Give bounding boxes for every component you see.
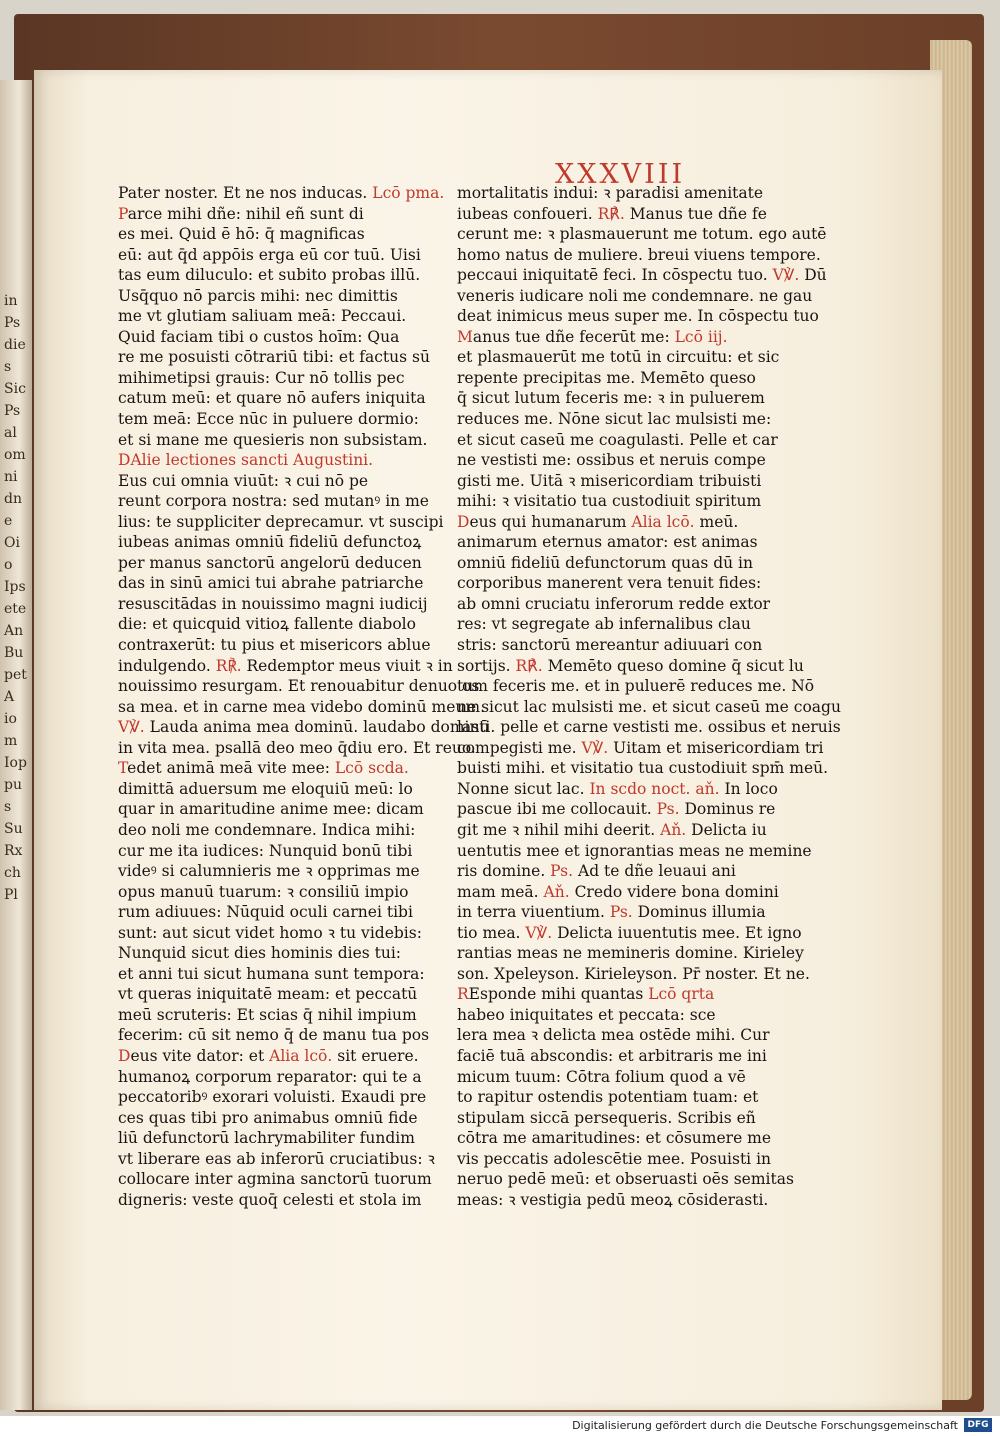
text-segment: contraxerūt: tu pius et misericors ablue xyxy=(118,636,431,655)
text-segment: ris domine. xyxy=(457,862,551,881)
text-segment: Dominus re xyxy=(679,800,776,819)
text-segment: q̄ sicut lutum feceris me: ꝛ in puluerem xyxy=(457,389,765,408)
text-segment: Delicta iu xyxy=(686,820,767,839)
text-line xyxy=(118,1128,433,1149)
text-line xyxy=(118,923,433,944)
text-segment: to rapitur ostendis potentiam tuam: et xyxy=(457,1088,759,1107)
text-segment: mortalitatis indui: ꝛ paradisi amenitate xyxy=(457,184,764,202)
left-page-fragment: A xyxy=(4,689,15,705)
text-segment: Credo videre bona domini xyxy=(569,882,779,901)
text-segment: deo noli me condemnare. Indica mihi: xyxy=(118,820,416,839)
text-segment: vt queras iniquitatē meam: et peccatū xyxy=(118,985,418,1004)
text-line xyxy=(118,573,433,594)
text-segment: me vt glutiam saliuam meā: Peccaui. xyxy=(118,307,407,326)
text-segment: pascue ibi me collocauit. xyxy=(457,800,657,819)
text-segment: res: vt segregate ab infernalibus clau xyxy=(457,615,751,634)
rubric-text: Lcō pma. xyxy=(372,184,445,202)
text-segment: ne sicut lac mulsisti me. et sicut caseū me coagu xyxy=(457,697,841,716)
text-line xyxy=(457,923,802,944)
text-line xyxy=(118,984,433,1005)
text-segment: gisti me. Uitā ꝛ misericordiam tribuisti xyxy=(457,471,762,490)
text-segment: cur me ita iudices: Nunquid bonū tibi xyxy=(118,841,413,860)
text-line xyxy=(457,347,780,368)
text-line xyxy=(457,984,772,1005)
rubric-text: R℟. xyxy=(215,656,242,675)
text-segment: resuscitādas in nouissimo magni iudicij xyxy=(118,594,428,613)
text-line xyxy=(457,265,827,286)
rubric-text: V℣. xyxy=(525,923,553,942)
text-segment: repente precipitas me. Memēto queso xyxy=(457,368,756,387)
text-line xyxy=(118,697,486,718)
text-segment: cerunt me: ꝛ plasmauerunt me totum. ego autē xyxy=(457,225,827,244)
text-segment: iubeas confoueri. xyxy=(457,204,598,223)
text-segment: das in sinū amici tui abrahe patriarche xyxy=(118,574,424,593)
text-segment: stipulam siccā persequeris. Scribis eñ xyxy=(457,1108,756,1127)
left-page-fragment: pet xyxy=(4,667,27,683)
left-page-fragment: Rx xyxy=(4,843,23,859)
text-segment: catum meū: et quare nō aufers iniquita xyxy=(118,389,426,408)
text-line xyxy=(118,388,433,409)
text-line xyxy=(118,614,433,635)
text-line xyxy=(457,1108,772,1129)
rubric-text: In scdo noct. aň. xyxy=(589,779,720,798)
text-segment: deat inimicus meus super me. In cōspectu tuo xyxy=(457,307,819,326)
text-segment: Delicta iuuentutis mee. Et igno xyxy=(552,923,802,942)
left-page-fragment: Psal xyxy=(4,403,21,441)
rubric-text: T xyxy=(118,759,128,778)
text-segment: mam meā. xyxy=(457,882,544,901)
text-line xyxy=(118,347,433,368)
text-segment: eus qui humanarum xyxy=(469,512,632,531)
text-segment: arce mihi dñe: nihil eñ sunt di xyxy=(127,204,364,223)
text-column-right xyxy=(457,183,841,1210)
folio-number: XXXVIII xyxy=(555,159,686,190)
text-segment: Pater noster. Et ne nos inducas. xyxy=(118,184,373,202)
rubric-text: Alia lcō. xyxy=(631,512,695,531)
text-segment: sunt: aut sicut videt homo ꝛ tu videbis: xyxy=(118,923,422,942)
text-segment: in vita mea. psallā deo meo q̄diu ero. Et reuo. xyxy=(118,738,476,757)
text-segment: ne vestisti me: ossibus et neruis compe xyxy=(457,451,766,470)
text-segment: Dominus illumia xyxy=(632,903,766,922)
text-line xyxy=(457,1005,772,1026)
text-segment: son. Xpeleyson. Kirieleyson. Pr̄ noster. Et ne. xyxy=(457,964,810,983)
text-line xyxy=(457,738,824,759)
text-line xyxy=(457,820,772,841)
text-line xyxy=(118,841,433,862)
text-segment: veneris iudicare noli me condemnare. ne gau xyxy=(457,286,813,305)
text-segment: mihimetipsi grauis: Cur nō tollis pec xyxy=(118,368,405,387)
text-line xyxy=(457,553,772,574)
text-line xyxy=(118,1108,433,1129)
text-line xyxy=(118,1149,433,1170)
text-segment: meū. xyxy=(694,512,739,531)
left-page-fragments xyxy=(4,290,28,1190)
text-segment: homo natus de muliere. breui viuens tempore. xyxy=(457,245,821,264)
rubric-text: D xyxy=(118,1046,131,1065)
text-line xyxy=(457,286,813,307)
text-line xyxy=(457,471,772,492)
text-segment: reunt corpora nostra: sed mutanꝰ in me xyxy=(118,492,429,511)
text-segment: habeo iniquitates et peccata: sce xyxy=(457,1005,716,1024)
text-segment: indulgendo. xyxy=(118,656,216,675)
rubric-text: R℟. xyxy=(597,204,625,223)
text-line xyxy=(457,388,772,409)
text-line xyxy=(118,1169,433,1190)
text-segment: et sicut caseū me coagulasti. Pelle et car xyxy=(457,430,778,449)
text-line xyxy=(118,265,433,286)
text-segment: et si mane me quesieris non subsistam. xyxy=(118,430,428,449)
text-segment: lius: te suppliciter deprecamur. vt suscipi xyxy=(118,512,444,531)
text-line xyxy=(457,204,772,225)
text-segment: per manus sanctorū angelorū deducen xyxy=(118,553,422,572)
text-segment: collocare inter agmina sanctorū tuorum xyxy=(118,1170,432,1189)
text-line xyxy=(457,882,779,903)
text-line xyxy=(118,368,433,389)
rubric-text: V℣. xyxy=(581,738,609,757)
text-line xyxy=(118,245,433,266)
text-line xyxy=(118,656,453,677)
text-line xyxy=(457,1087,772,1108)
text-segment: omniū fideliū defunctorum quas dū in xyxy=(457,553,753,572)
text-segment: lera mea ꝛ delicta mea ostēde mihi. Cur xyxy=(457,1026,770,1045)
rubric-text: V℣. xyxy=(772,266,800,285)
text-segment: uentutis mee et ignorantias meas ne memine xyxy=(457,841,812,860)
text-line xyxy=(118,820,433,841)
text-segment: Memēto queso domine q̄ sicut lu xyxy=(542,656,804,675)
text-line xyxy=(457,1067,772,1088)
text-segment: anus tue dñe fecerūt me: xyxy=(472,327,675,346)
text-line xyxy=(118,1067,433,1088)
dfg-logo-icon: DFG xyxy=(964,1418,992,1432)
rubric-text: Alia lcō. xyxy=(269,1046,333,1065)
text-segment: Quid faciam tibi o custos hoīm: Qua xyxy=(118,327,400,346)
text-line xyxy=(457,1025,772,1046)
text-segment: digneris: veste quoq̄ celesti et stola im xyxy=(118,1190,422,1209)
text-segment: eus vite dator: et xyxy=(130,1046,270,1065)
rubric-text: R xyxy=(457,985,469,1004)
text-segment: stris: sanctorū mereantur adiuuari con xyxy=(457,636,763,655)
text-line xyxy=(457,327,772,348)
text-line xyxy=(457,245,821,266)
text-segment: ces quas tibi pro animabus omniū fide xyxy=(118,1108,418,1127)
rubric-text: M xyxy=(457,327,473,346)
text-segment: die: et quicquid vitioꝝ fallente diabolo xyxy=(118,615,416,634)
left-page-fragment: ete xyxy=(4,601,27,617)
rubric-text: Aň. xyxy=(543,882,570,901)
text-line xyxy=(457,614,772,635)
rubric-text: Ps. xyxy=(609,903,633,922)
text-segment: edet animā meā vite mee: xyxy=(127,759,335,778)
text-line xyxy=(118,799,433,820)
text-line xyxy=(457,409,772,430)
rubric-text: V℣. xyxy=(118,718,145,737)
text-segment: fecerim: cū sit nemo q̄ de manu tua pos xyxy=(118,1026,430,1045)
text-line xyxy=(118,758,433,779)
text-line xyxy=(457,183,772,204)
text-segment: Redemptor meus viuit ꝛ in xyxy=(241,656,453,675)
text-line xyxy=(118,861,433,882)
text-segment: nouissimo resurgam. Et renouabitur denuo os xyxy=(118,677,480,696)
text-segment: Dū xyxy=(799,266,827,285)
rubric-text: Alie lectiones sancti Augustini. xyxy=(130,451,374,470)
text-line xyxy=(457,1046,772,1067)
text-line xyxy=(118,532,433,553)
text-segment: tum feceris me. et in puluerē reduces me. Nō xyxy=(457,677,815,696)
text-line xyxy=(118,1087,433,1108)
text-segment: vis peccatis adolescētie mee. Posuisti in xyxy=(457,1149,772,1168)
text-segment: re me posuisti cōtrariū tibi: et factus sū xyxy=(118,348,430,367)
text-segment: vt liberare eas ab inferorū cruciatibus: ꝛ xyxy=(118,1149,435,1168)
text-line xyxy=(457,635,772,656)
rubric-text: Ps. xyxy=(550,862,574,881)
text-line xyxy=(457,758,829,779)
text-line xyxy=(457,532,772,553)
text-segment: animarum eternus amator: est animas xyxy=(457,533,758,552)
text-line xyxy=(118,1190,433,1211)
text-line xyxy=(118,779,433,800)
left-page-fragment: ch xyxy=(4,865,21,881)
text-segment: meas: ꝛ vestigia pedū meoꝝ cōsiderasti. xyxy=(457,1190,769,1209)
text-line xyxy=(457,368,772,389)
left-page-fragment: Ips xyxy=(4,579,26,595)
text-line xyxy=(457,943,804,964)
text-segment: compegisti me. xyxy=(457,738,582,757)
rubric-text: Ps. xyxy=(656,800,680,819)
text-line xyxy=(118,964,433,985)
text-line xyxy=(118,224,433,245)
text-line xyxy=(457,841,812,862)
text-line xyxy=(118,430,433,451)
text-line xyxy=(457,1149,772,1170)
text-segment: buisti mihi. et visitatio tua custodiuit spm̄ meū. xyxy=(457,759,829,778)
text-line xyxy=(118,943,433,964)
left-page-fragment: Sic xyxy=(4,381,26,397)
text-line xyxy=(118,306,433,327)
text-line xyxy=(118,491,433,512)
text-line xyxy=(457,224,827,245)
rubric-text: Lcō qrta xyxy=(648,985,715,1004)
text-segment: Eus cui omnia viuūt: ꝛ cui nō pe xyxy=(118,471,369,490)
text-line xyxy=(118,902,433,923)
text-segment: micum tuum: Cōtra folium quod a vē xyxy=(457,1067,746,1086)
left-page-fragment: Su xyxy=(4,821,23,837)
text-segment: es mei. Quid ē hō: q̄ magnificas xyxy=(118,225,365,244)
footer-bar xyxy=(0,1416,1000,1436)
text-segment: Ad te dñe leuaui ani xyxy=(573,862,736,881)
left-page-edge xyxy=(0,80,32,1410)
text-line xyxy=(457,430,778,451)
text-segment: quar in amaritudine anime mee: dicam xyxy=(118,800,424,819)
text-segment: lasti. pelle et carne vestisti me. ossibus et neruis xyxy=(457,718,841,737)
text-segment: Usq̄quo nō parcis mihi: nec dimittis xyxy=(118,286,398,305)
text-segment: Manus tue dñe fe xyxy=(624,204,767,223)
text-line xyxy=(118,409,433,430)
text-line xyxy=(118,1025,433,1046)
left-page-fragment: Bu xyxy=(4,645,24,661)
text-line xyxy=(118,512,444,533)
text-line xyxy=(118,1005,433,1026)
text-line xyxy=(118,450,433,471)
text-segment: Lauda anima mea dominū. laudabo dominū xyxy=(144,718,490,737)
text-line xyxy=(118,286,433,307)
text-segment: corporibus manerent vera tenuit fides: xyxy=(457,574,762,593)
text-segment: tas eum diluculo: et subito probas illū. xyxy=(118,266,421,285)
text-segment: Nonne sicut lac. xyxy=(457,779,590,798)
text-segment: peccatoribꝰ exorari voluisti. Exaudi pre xyxy=(118,1088,427,1107)
left-page-fragment: An xyxy=(4,623,24,639)
rubric-text: D xyxy=(457,512,470,531)
text-line xyxy=(457,697,841,718)
text-line xyxy=(457,779,778,800)
text-segment: eū: aut q̄d appōis erga eū cor tuū. Uisi xyxy=(118,245,421,264)
text-segment: videꝰ si calumnieris me ꝛ opprimas me xyxy=(118,862,420,881)
text-segment: ab omni cruciatu inferorum redde extor xyxy=(457,594,771,613)
left-page-fragment: Ps xyxy=(4,315,21,331)
text-line xyxy=(457,306,819,327)
text-segment: neruo pedē meū: et obseruasti oēs semitas xyxy=(457,1170,794,1189)
text-segment: mihi: ꝛ visitatio tua custodiuit spiritum xyxy=(457,492,762,511)
text-segment: iubeas animas omniū fideliū defunctoꝝ xyxy=(118,533,422,552)
funding-credit: Digitalisierung gefördert durch die Deutsche Forschungsgemeinschaft xyxy=(572,1419,958,1432)
text-line xyxy=(457,717,841,738)
left-page-fragment: omni xyxy=(4,447,26,485)
text-segment: liū defunctorū lachrymabiliter fundim xyxy=(118,1129,415,1148)
text-segment: sa mea. et in carne mea videbo dominū meum. xyxy=(118,697,486,716)
left-page-fragment: in xyxy=(4,293,18,309)
text-line xyxy=(118,553,433,574)
text-line xyxy=(457,1190,772,1211)
left-page-fragment: pus xyxy=(4,777,22,815)
text-segment: opus manuū tuarum: ꝛ consiliū impio xyxy=(118,882,409,901)
text-line xyxy=(457,450,772,471)
text-line xyxy=(118,717,490,738)
text-line xyxy=(457,676,815,697)
rubric-text: Lcō scda. xyxy=(334,759,409,778)
left-page-fragment: dies xyxy=(4,337,26,375)
text-segment: tem meā: Ecce nūc in puluere dormio: xyxy=(118,410,419,429)
text-line xyxy=(457,491,772,512)
rubric-text: D xyxy=(118,451,131,470)
text-segment: Uitam et misericordiam tri xyxy=(608,738,824,757)
text-line xyxy=(118,594,433,615)
text-line xyxy=(118,738,476,759)
text-line xyxy=(118,183,445,204)
text-segment: rum adiuues: Nūquid oculi carnei tibi xyxy=(118,903,413,922)
text-line xyxy=(118,1046,433,1067)
text-segment: sit eruere. xyxy=(332,1046,419,1065)
text-segment: Nunquid sicut dies hominis dies tui: xyxy=(118,944,402,963)
text-line xyxy=(118,676,480,697)
text-segment: cōtra me amaritudines: et cōsumere me xyxy=(457,1129,772,1148)
left-page-fragment: iom xyxy=(4,711,18,749)
left-page-fragment: Oio xyxy=(4,535,20,573)
text-segment: tio mea. xyxy=(457,923,526,942)
text-segment: reduces me. Nōne sicut lac mulsisti me: xyxy=(457,410,772,429)
text-segment: rantias meas ne memineris domine. Kirieley xyxy=(457,944,804,963)
text-segment: Esponde mihi quantas xyxy=(468,985,649,1004)
text-segment: et plasmauerūt me totū in circuitu: et sic xyxy=(457,348,780,367)
text-line xyxy=(457,964,810,985)
left-page-fragment: Iop xyxy=(4,755,27,771)
left-page-fragment: Pl xyxy=(4,887,18,903)
rubric-text: R℟. xyxy=(515,656,543,675)
text-segment: sortijs. xyxy=(457,656,516,675)
text-line xyxy=(457,902,772,923)
text-line xyxy=(457,1128,772,1149)
text-segment: peccaui iniquitatē feci. In cōspectu tuo. xyxy=(457,266,773,285)
text-segment: in terra viuentium. xyxy=(457,903,610,922)
text-line xyxy=(457,512,772,533)
rubric-text: Lcō iij. xyxy=(674,327,728,346)
text-segment: humanoꝝ corporum reparator: qui te a xyxy=(118,1067,422,1086)
text-line xyxy=(118,882,433,903)
text-line xyxy=(457,594,772,615)
left-page-fragment: dne xyxy=(4,491,22,529)
text-segment: In loco xyxy=(719,779,778,798)
text-line xyxy=(457,656,804,677)
text-segment: git me ꝛ nihil mihi deerit. xyxy=(457,820,661,839)
text-line xyxy=(118,471,433,492)
text-line xyxy=(457,1169,794,1190)
text-line xyxy=(457,573,772,594)
rubric-text: Aň. xyxy=(660,820,687,839)
text-line xyxy=(457,799,776,820)
text-line xyxy=(457,861,772,882)
text-line xyxy=(118,327,433,348)
text-segment: meū scruteris: Et scias q̄ nihil impium xyxy=(118,1005,417,1024)
text-line xyxy=(118,204,433,225)
text-segment: et anni tui sicut humana sunt tempora: xyxy=(118,964,425,983)
text-line xyxy=(118,635,433,656)
rubric-text: P xyxy=(118,204,128,223)
text-segment: faciē tuā abscondis: et arbitraris me ini xyxy=(457,1046,767,1065)
text-segment: dimittā aduersum me eloquiū meū: lo xyxy=(118,779,413,798)
